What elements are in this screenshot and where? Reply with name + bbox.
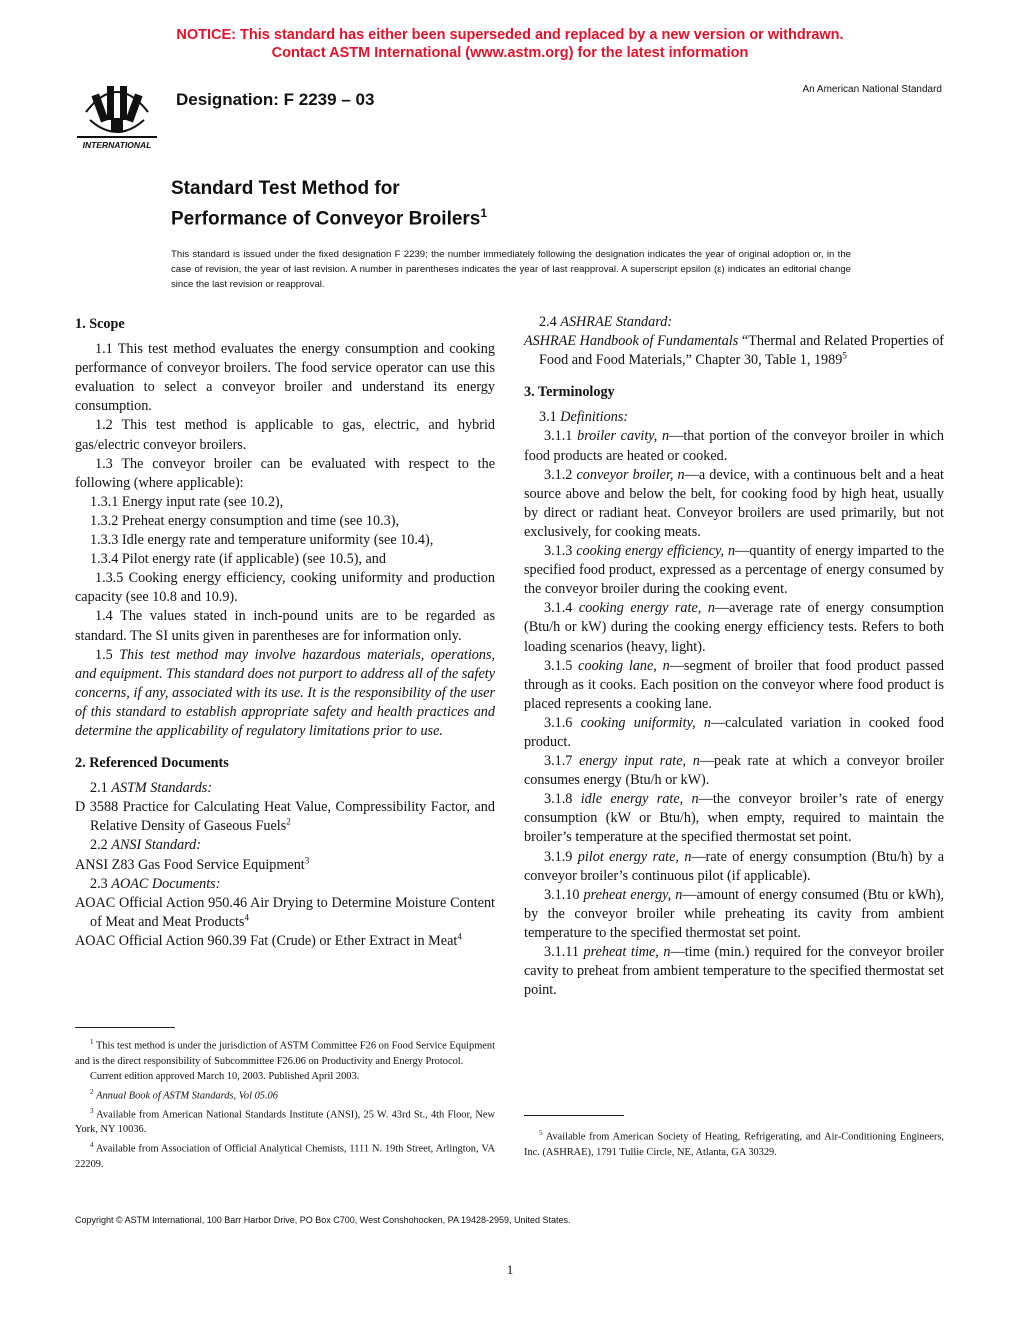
designation: Designation: F 2239 – 03: [176, 90, 375, 109]
page-number: 1: [506, 1262, 514, 1277]
para-1-3-5: 1.3.5 Cooking energy efficiency, cooking uniformity and production capacity (see 10.8 and 10.9).: [75, 570, 495, 606]
ref-aoac-960-39: AOAC Official Action 960.39 Fat (Crude) or Ether Extract in Meat$^4$: [75, 931, 462, 949]
title-line-2: Performance of Conveyor Broilers$^1$: [171, 206, 488, 230]
notice-line-2: Contact ASTM International (www.astm.org) for the latest information: [271, 45, 749, 61]
def-3-1-10: 3.1.10 preheat energy, n—amount of energy consumed (Btu or kWh), by the conveyor broiler while preheating its cavity from ambient temperature to the specified thermostat set point.: [524, 886, 944, 941]
american-national-standard-label: An American National Standard: [802, 84, 942, 95]
def-3-1-3: 3.1.3 cooking energy efficiency, n—quantity of energy imparted to the specified food product, expressed as a percentage of energy consumed by the conveyor broiler during the cooking event.: [524, 543, 945, 598]
footnote-2: $^2$ Annual Book of ASTM Standards, Vol 05.06: [90, 1087, 278, 1102]
page-title: [171, 176, 487, 231]
def-3-1-8: 3.1.8 idle energy rate, n—the conveyor broiler’s rate of energy consumption (kW or Btu/h), when empty, required to maintain the broiler’s temperature at the specified thermostat set point.: [524, 791, 944, 846]
section-2-heading: 2. Referenced Documents: [75, 755, 229, 772]
footnote-4: $^4$ Available from Association of Official Analytical Chemists, 1111 N. 19th Street, Arlington, VA 22209.: [75, 1140, 495, 1170]
para-1-4: 1.4 The values stated in inch-pound units are to be regarded as standard. The SI units given in parentheses are for information only.: [75, 608, 495, 644]
def-3-1-7: 3.1.7 energy input rate, n—peak rate at which a conveyor broiler consumes energy (Btu/h or kW).: [524, 753, 945, 789]
para-2-2: 2.2 ANSI Standard:: [90, 837, 201, 854]
footnote-5: $^5$ Available from American Society of Heating, Refrigerating, and Air-Conditioning Engineers, Inc. (ASHRAE), 1791 Tullie Circle, NE, Atlanta, GA 30329.: [524, 1129, 944, 1158]
ref-d3588: D 3588 Practice for Calculating Heat Value, Compressibility Factor, and Relative Density of Gaseous Fuels$^2$: [75, 799, 495, 835]
para-2-4: 2.4 ASHRAE Standard:: [539, 314, 673, 330]
para-1-3-3: 1.3.3 Idle energy rate and temperature uniformity (see 10.4),: [90, 532, 434, 549]
def-3-1-4: 3.1.4 cooking energy rate, n—average rate of energy consumption (Btu/h or kW) during the cooking energy efficiency tests. Refers to both loading scenarios (heavy, light).: [524, 600, 944, 655]
footnotes-left: [75, 1035, 495, 1172]
right-column: [524, 313, 944, 1000]
def-3-1-2: 3.1.2 conveyor broiler, n—a device, with a continuous belt and a heat source above and below the belt, for cooking food by high heat, usually by direct or radiant heat. Conveyor broilers are used primarily, but not exclusively, for cooking meats.: [524, 466, 944, 540]
ref-ansi-z83: ANSI Z83 Gas Food Service Equipment$^3$: [75, 854, 310, 873]
section-3-heading: 3. Terminology: [524, 384, 615, 401]
def-3-1-1: 3.1.1 broiler cavity, n—that portion of the conveyor broiler in which food products are heated or cooked.: [524, 428, 944, 464]
para-2-1: 2.1 ASTM Standards:: [90, 780, 213, 797]
def-3-1-6: 3.1.6 cooking uniformity, n—calculated variation in cooked food product.: [524, 714, 944, 750]
footnotes-right: [524, 1126, 944, 1160]
para-1-3: 1.3 The conveyor broiler can be evaluated with respect to the following (where applicable):: [75, 455, 495, 491]
para-1-3-1: 1.3.1 Energy input rate (see 10.2),: [90, 493, 284, 510]
def-3-1-5: 3.1.5 cooking lane, n—segment of broiler that food product passed through as it cooks. Each position on the conveyor where food product is placed represents a cooking lane.: [524, 657, 945, 712]
copyright-line: Copyright © ASTM International, 100 Barr Harbor Drive, PO Box C700, West Conshohocken, PA 19428-2959, United States.: [75, 1215, 571, 1225]
ref-aoac-950-46: AOAC Official Action 950.46 Air Drying to Determine Moisture Content of Meat and Meat Products$^4$: [75, 894, 495, 930]
para-1-3-2: 1.3.2 Preheat energy consumption and time (see 10.3),: [90, 512, 400, 529]
supersede-notice: [0, 26, 1020, 62]
logo-caption: INTERNATIONAL: [82, 140, 152, 150]
footnote-1b: Current edition approved March 10, 2003. Published April 2003.: [90, 1071, 360, 1083]
title-line-1: Standard Test Method for: [171, 178, 400, 199]
footnote-3: $^3$ Available from American National Standards Institute (ANSI), 25 W. 43rd St., 4th Floor, New York, NY 10036.: [75, 1106, 495, 1136]
para-1-3-4: 1.3.4 Pilot energy rate (if applicable) (see 10.5), and: [90, 551, 386, 568]
def-3-1-9: 3.1.9 pilot energy rate, n—rate of energy consumption (Btu/h) by a conveyor broiler’s continuous pilot (if applicable).: [524, 848, 944, 884]
notice-line-1: NOTICE: This standard has either been superseded and replaced by a new version or withdrawn.: [176, 27, 844, 43]
footnote-rule-left: [75, 1027, 175, 1028]
ref-ashrae-handbook: ASHRAE Handbook of Fundamentals “Thermal and Related Properties of Food and Food Materials,” Chapter 30, Table 1, 1989$^5$: [524, 333, 945, 369]
issuance-statement: This standard is issued under the fixed designation F 2239; the number immediately following the designation indicates the year of original adoption or, in the case of revision, the year of last revision. A number in parentheses indicates the year of last reapproval. A superscript epsilon (ε) indicates an editorial change since the last revision or reapproval.: [171, 249, 851, 290]
para-1-1: 1.1 This test method evaluates the energy consumption and cooking performance of conveyor broilers. The food service operator can use this evaluation to select a conveyor broiler and understand its energy consumption.: [75, 341, 495, 415]
footnote-1: $^1$ This test method is under the jurisdiction of ASTM Committee F26 on Food Service Equipment and is the direct responsibility of Subcommittee F26.06 on Productivity and Energy Protocol.: [75, 1038, 495, 1067]
def-3-1-11: 3.1.11 preheat time, n—time (min.) required for the conveyor broiler cavity to preheat from ambient temperature to the specified thermostat set point.: [524, 944, 945, 999]
para-2-3: 2.3 AOAC Documents:: [90, 875, 221, 892]
para-1-5: 1.5 This test method may involve hazardous materials, operations, and equipment. This standard does not purport to address all of the safety concerns, if any, associated with its use. It is the responsibility of the user of this standard to establish appropriate safety and health practices and determine the applicability of regulatory limitations prior to use.: [75, 646, 496, 739]
section-1-heading: 1. Scope: [75, 316, 125, 332]
footnote-rule-right: [524, 1115, 624, 1116]
para-3-1: 3.1 Definitions:: [539, 409, 629, 426]
left-column: [75, 313, 495, 951]
astm-logo: [74, 78, 160, 152]
para-1-2: 1.2 This test method is applicable to gas, electric, and hybrid gas/electric conveyor broilers.: [75, 417, 495, 453]
